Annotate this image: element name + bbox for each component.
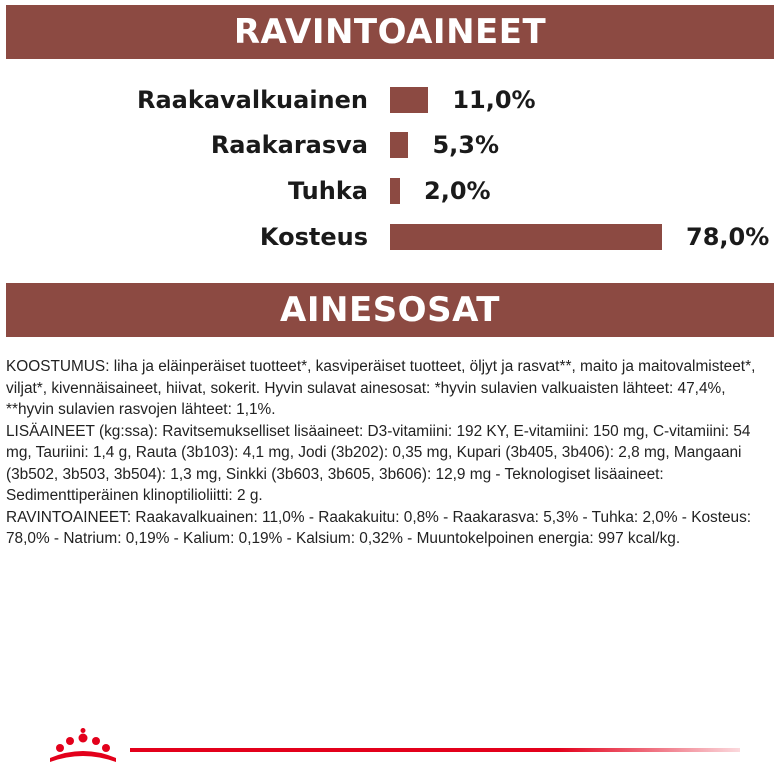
additives-paragraph: LISÄAINEET (kg:ssa): Ravitsemukselliset lisäaineet: D3-vitamiini: 192 KY, E-vitamiini: 150 mg, C-vitamiini: 54 mg, Tauriini: 1,4 g, Rauta (3b103): 4,1 mg, Jodi (3b202): 0,35 mg, Kupari (3b405, 3b406): 2,8 mg, Mangaani (3b502, 3b503, 3b504): 1,3 mg, Sinkki (3b603, 3b605, 3b606): 12,9 mg - Teknologiset lisäaineet: Sedimenttiperäinen klinoptilioliitti: 2 g.: [6, 422, 751, 504]
bar: [390, 87, 428, 113]
ingredients-heading: AINESOSAT: [6, 283, 774, 337]
ingredients-text: [6, 356, 774, 550]
nutrients-heading: RAVINTOAINEET: [6, 5, 774, 59]
bar: [390, 224, 662, 250]
nutrients-paragraph: RAVINTOAINEET: Raakavalkuainen: 11,0% - Raakakuitu: 0,8% - Raakarasva: 5,3% - Tuhka: 2,0% - Kosteus: 78,0% - Natrium: 0,19% - Kalium: 0,19% - Kalsium: 0,32% - Muuntokelpoinen energia: 997 kcal/kg.: [6, 508, 752, 547]
category-label: Tuhka: [287, 177, 368, 205]
value-label: 2,0%: [424, 177, 491, 205]
value-label: 11,0%: [452, 86, 536, 114]
category-label: Raakavalkuainen: [136, 86, 368, 114]
value-label: 5,3%: [432, 131, 500, 159]
value-label: 78,0%: [686, 223, 770, 251]
composition-paragraph: KOOSTUMUS: liha ja eläinperäiset tuotteet*, kasviperäiset tuotteet, öljyt ja rasvat**, maito ja maitovalmisteet*, viljat*, kivennäisaineet, hiivat, sokerit. Hyvin sulavat ainesosat: *hyvin sulavien valkuaisten lähteet: 47,4%, **hyvin sulavien rasvojen lähteet: 1,1%.: [6, 358, 756, 418]
category-label: Kosteus: [259, 223, 368, 251]
bar: [390, 178, 400, 204]
footer-accent-line: [130, 748, 740, 752]
crown-icon: [42, 728, 124, 768]
category-label: Raakarasva: [210, 131, 368, 159]
bar: [390, 132, 408, 158]
